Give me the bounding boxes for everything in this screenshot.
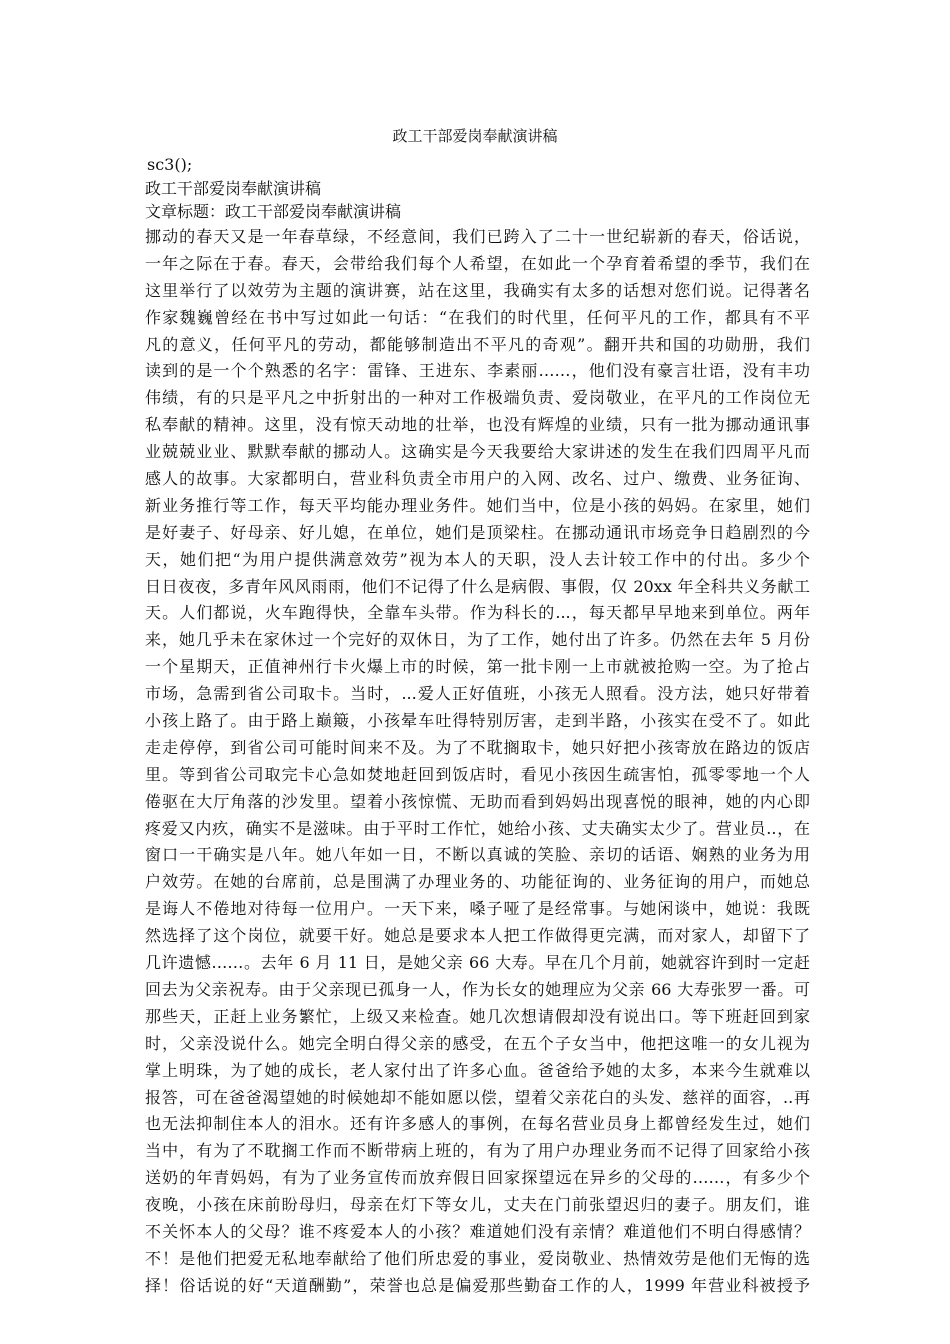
document-title: 政工干部爱岗奉献演讲稿 bbox=[392, 127, 558, 145]
body-line: 日日夜夜，多青年风风雨雨，他们不记得了什么是病假、事假，仅 20xx 年全科共义务献工 bbox=[145, 576, 810, 596]
body-line: 报答，可在爸爸渴望她的时候她却不能如愿以偿，望着父亲花白的头发、慈祥的面容，..再 bbox=[145, 1087, 810, 1107]
body-line: 一年之际在于春。春天，会带给我们每个人希望，在如此一个孕育着希望的季节，我们在 bbox=[145, 253, 810, 273]
body-line: 那些天，正赶上业务繁忙，上级又来检查。她几次想请假却没有说出口。等下班赶回到家 bbox=[145, 1006, 810, 1026]
body-line: 来，她几乎未在家休过一个完好的双休日，为了工作，她付出了许多。仍然在去年 5 月份 bbox=[145, 630, 810, 650]
body-line: 当中，有为了不耽搁工作而不断带病上班的，有为了用户办理业务而不记得了回家给小孩 bbox=[145, 1141, 810, 1161]
body-line: 是诲人不倦地对待每一位用户。一天下来，嗓子哑了是经常事。与她闲谈中，她说：我既 bbox=[145, 899, 810, 919]
body-line: 凡的意义，任何平凡的劳动，都能够制造出不平凡的奇观”。翻开共和国的功勋册，我们 bbox=[145, 334, 810, 354]
body-line: 窗口一干确实是八年。她八年如一日，不断以真诚的笑脸、亲切的话语、娴熟的业务为用 bbox=[145, 845, 810, 865]
body-line: 天，她们把“为用户提供满意效劳”视为本人的天职，没人去计较工作中的付出。多少个 bbox=[145, 549, 810, 569]
body-line: 业兢兢业业、默默奉献的挪动人。这确实是今天我要给大家讲述的发生在我们四周平凡而 bbox=[145, 442, 810, 462]
body-line: 然选择了这个岗位，就要干好。她总是要求本人把工作做得更完满，而对家人，却留下了 bbox=[145, 926, 810, 946]
document-body bbox=[145, 224, 810, 1300]
body-line: 是好妻子、好母亲、好儿媳，在单位，她们是顶梁柱。在挪动通讯市场竞争日趋剧烈的今 bbox=[145, 522, 810, 542]
article-title-line: 文章标题：政工干部爱岗奉献演讲稿 bbox=[145, 202, 402, 221]
body-line: 里。等到省公司取完卡心急如焚地赶回到饭店时，看见小孩因生疏害怕，孤零零地一个人 bbox=[145, 764, 810, 784]
body-line: 也无法抑制住本人的泪水。还有许多感人的事例，在每名营业员身上都曾经发生过，她们 bbox=[145, 1114, 810, 1134]
body-line: 倦驱在大厅角落的沙发里。望着小孩惊慌、无助而看到妈妈出现喜悦的眼神，她的内心即 bbox=[145, 791, 810, 811]
body-line: 一个星期天，正值神州行卡火爆上市的时候，第一批卡刚一上市就被抢购一空。为了抢占 bbox=[145, 657, 810, 677]
body-line: 天。人们都说，火车跑得快，全靠车头带。作为科长的...，每天都早早地来到单位。两年 bbox=[145, 603, 810, 623]
body-line: 挪动的春天又是一年春草绿，不经意间，我们已跨入了二十一世纪崭新的春天，俗话说， bbox=[145, 227, 810, 246]
body-line: 不！是他们把爱无私地奉献给了他们所忠爱的事业，爱岗敬业、热情效劳是他们无悔的选 bbox=[145, 1248, 810, 1268]
body-line: 读到的是一个个熟悉的名字：雷锋、王进东、李素丽……，他们没有豪言壮语，没有丰功 bbox=[145, 361, 810, 381]
code-line: sc3(); bbox=[147, 155, 193, 174]
body-line: 择！俗话说的好“天道酬勤”，荣誉也总是偏爱那些勤奋工作的人，1999 年营业科被授予 bbox=[145, 1275, 810, 1295]
body-line: 疼爱又内疚，确实不是滋味。由于平时工作忙，她给小孩、丈夫确实太少了。营业员..，在 bbox=[145, 818, 810, 838]
body-line: 回去为父亲祝寿。由于父亲现已孤身一人，作为长女的她理应为父亲 66 大寿张罗一番。可 bbox=[145, 979, 810, 999]
body-line: 户效劳。在她的台席前，总是围满了办理业务的、功能征询的、业务征询的用户，而她总 bbox=[145, 872, 810, 892]
body-line: 时，父亲没说什么。她完全明白得父亲的感受，在五个子女当中，他把这唯一的女儿视为 bbox=[145, 1033, 810, 1053]
body-line: 夜晚，小孩在床前盼母归，母亲在灯下等女儿，丈夫在门前张望迟归的妻子。朋友们，谁 bbox=[145, 1195, 810, 1215]
body-line: 这里举行了以效劳为主题的演讲赛，站在这里，我确实有太多的话想对您们说。记得著名 bbox=[145, 280, 810, 300]
body-line: 感人的故事。大家都明白，营业科负责全市用户的入网、改名、过户、缴费、业务征询、 bbox=[145, 469, 810, 489]
body-line: 送奶的年青妈妈，有为了业务宣传而放弃假日回家探望远在异乡的父母的……，有多少个 bbox=[145, 1168, 810, 1188]
body-line: 作家魏巍曾经在书中写过如此一句话：“在我们的时代里，任何平凡的工作，都具有不平 bbox=[145, 307, 810, 327]
body-line: 新业务推行等工作，每天平均能办理业务件。她们当中，位是小孩的妈妈。在家里，她们 bbox=[145, 495, 810, 515]
document-subtitle: 政工干部爱岗奉献演讲稿 bbox=[145, 179, 322, 198]
body-line: 小孩上路了。由于路上巅簸，小孩晕车吐得特别厉害，走到半路，小孩实在受不了。如此 bbox=[145, 711, 810, 731]
body-line: 走走停停，到省公司可能时间来不及。为了不耽搁取卡，她只好把小孩寄放在路边的饭店 bbox=[145, 737, 810, 757]
body-line: 几许遗憾……。去年 6 月 11 日，是她父亲 66 大寿。早在几个月前，她就容许到时一定赶 bbox=[145, 953, 810, 973]
body-line: 伟绩，有的只是平凡之中折射出的一种对工作极端负责、爱岗敬业，在平凡的工作岗位无 bbox=[145, 388, 810, 408]
body-line: 掌上明珠，为了她的成长，老人家付出了许多心血。爸爸给予她的太多，本来今生就难以 bbox=[145, 1060, 810, 1080]
body-line: 市场，急需到省公司取卡。当时，...爱人正好值班，小孩无人照看。没方法，她只好带着 bbox=[145, 684, 810, 704]
body-line: 私奉献的精神。这里，没有惊天动地的壮举，也没有辉煌的业绩，只有一批为挪动通讯事 bbox=[145, 415, 810, 435]
body-line: 不关怀本人的父母？谁不疼爱本人的小孩？难道她们没有亲情？难道他们不明白得感情？ bbox=[145, 1221, 810, 1241]
